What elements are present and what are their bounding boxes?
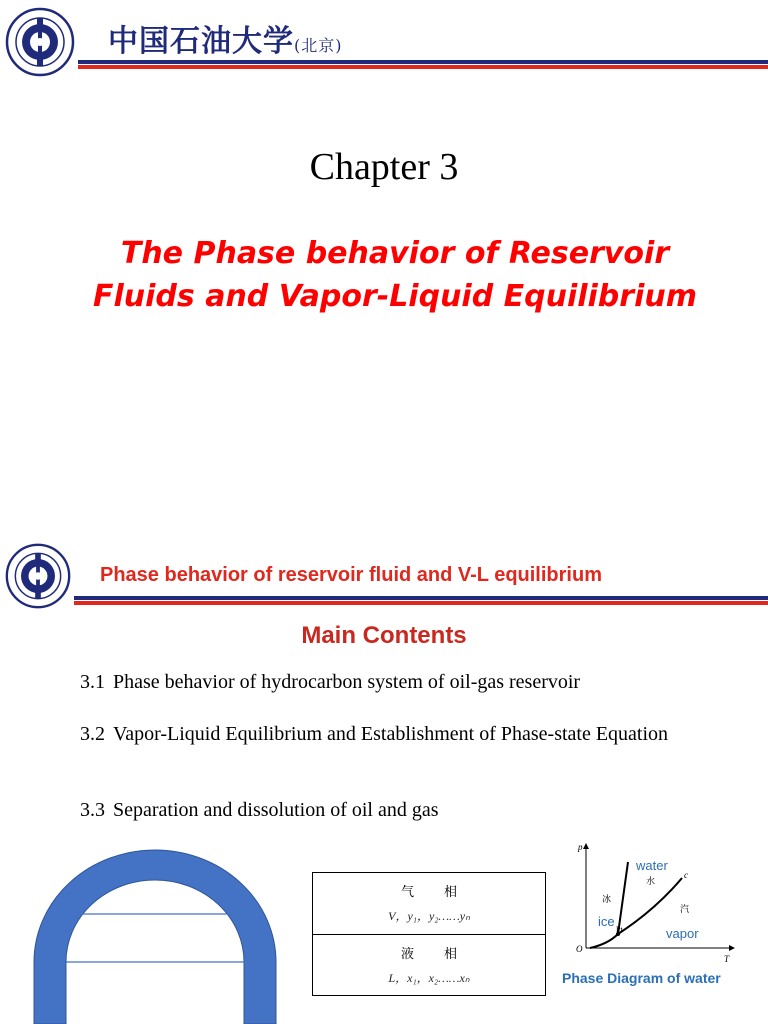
header-divider-red <box>78 65 768 69</box>
sublimation-curve <box>590 934 618 948</box>
item-text: Vapor-Liquid Equilibrium and Establishment of Phase-state Equation <box>113 723 669 745</box>
gas-phase-variables: V，y₁，y₂……yₙ <box>388 909 470 923</box>
contents-slide <box>0 530 768 1024</box>
item-text: Separation and dissolution of oil and gas <box>113 799 439 821</box>
vapor-cn-label: 汽 <box>680 905 690 915</box>
gas-phase-label: 气相 <box>400 885 487 900</box>
water-label: water <box>636 858 668 873</box>
header-divider-blue <box>78 60 768 64</box>
t-axis-label: T <box>724 954 730 964</box>
chapter-title: The Phase behavior of Reservoir Fluids and Vapor-Liquid Equilibrium <box>93 236 697 314</box>
chapter-label: Chapter 3 <box>309 146 459 188</box>
critical-point-label: c <box>684 870 688 880</box>
university-name <box>108 16 343 60</box>
phase-table <box>312 872 546 996</box>
item-text: Phase behavior of hydrocarbon system of oil-gas reservoir <box>113 671 581 693</box>
reservoir-arch-illustration <box>30 842 280 1024</box>
water-phase-diagram <box>560 840 750 965</box>
university-campus-text: (北京) <box>294 36 343 55</box>
slide-header-title: Phase behavior of reservoir fluid and V-L equilibrium <box>100 564 602 586</box>
item-number: 3.2 <box>80 723 105 745</box>
origin-label: O <box>576 944 583 954</box>
header-divider-blue <box>74 596 768 600</box>
contents-title: Main Contents <box>301 622 467 649</box>
diagram-caption: Phase Diagram of water <box>562 970 721 986</box>
university-name-text: 中国石油大学 <box>108 24 294 59</box>
contents-item <box>80 798 750 822</box>
liquid-phase-row <box>313 935 545 996</box>
header-divider-red <box>74 601 768 605</box>
water-cn-label: 水 <box>646 877 656 887</box>
university-logo-icon <box>4 542 72 610</box>
melting-curve <box>618 862 628 934</box>
university-logo-icon <box>4 6 76 78</box>
item-number: 3.1 <box>80 671 105 693</box>
contents-item <box>80 722 750 746</box>
ice-label: ice <box>598 914 615 929</box>
p-axis-label: p <box>578 842 583 852</box>
triple-point-label: Pt <box>616 925 623 934</box>
liquid-phase-variables: L，x₁，x₂……xₙ <box>388 971 470 985</box>
vapor-label: vapor <box>666 926 699 941</box>
item-number: 3.3 <box>80 799 105 821</box>
ice-cn-label: 冰 <box>602 895 612 905</box>
gas-phase-row <box>313 873 545 935</box>
contents-item <box>80 670 750 694</box>
liquid-phase-label: 液相 <box>400 947 487 962</box>
